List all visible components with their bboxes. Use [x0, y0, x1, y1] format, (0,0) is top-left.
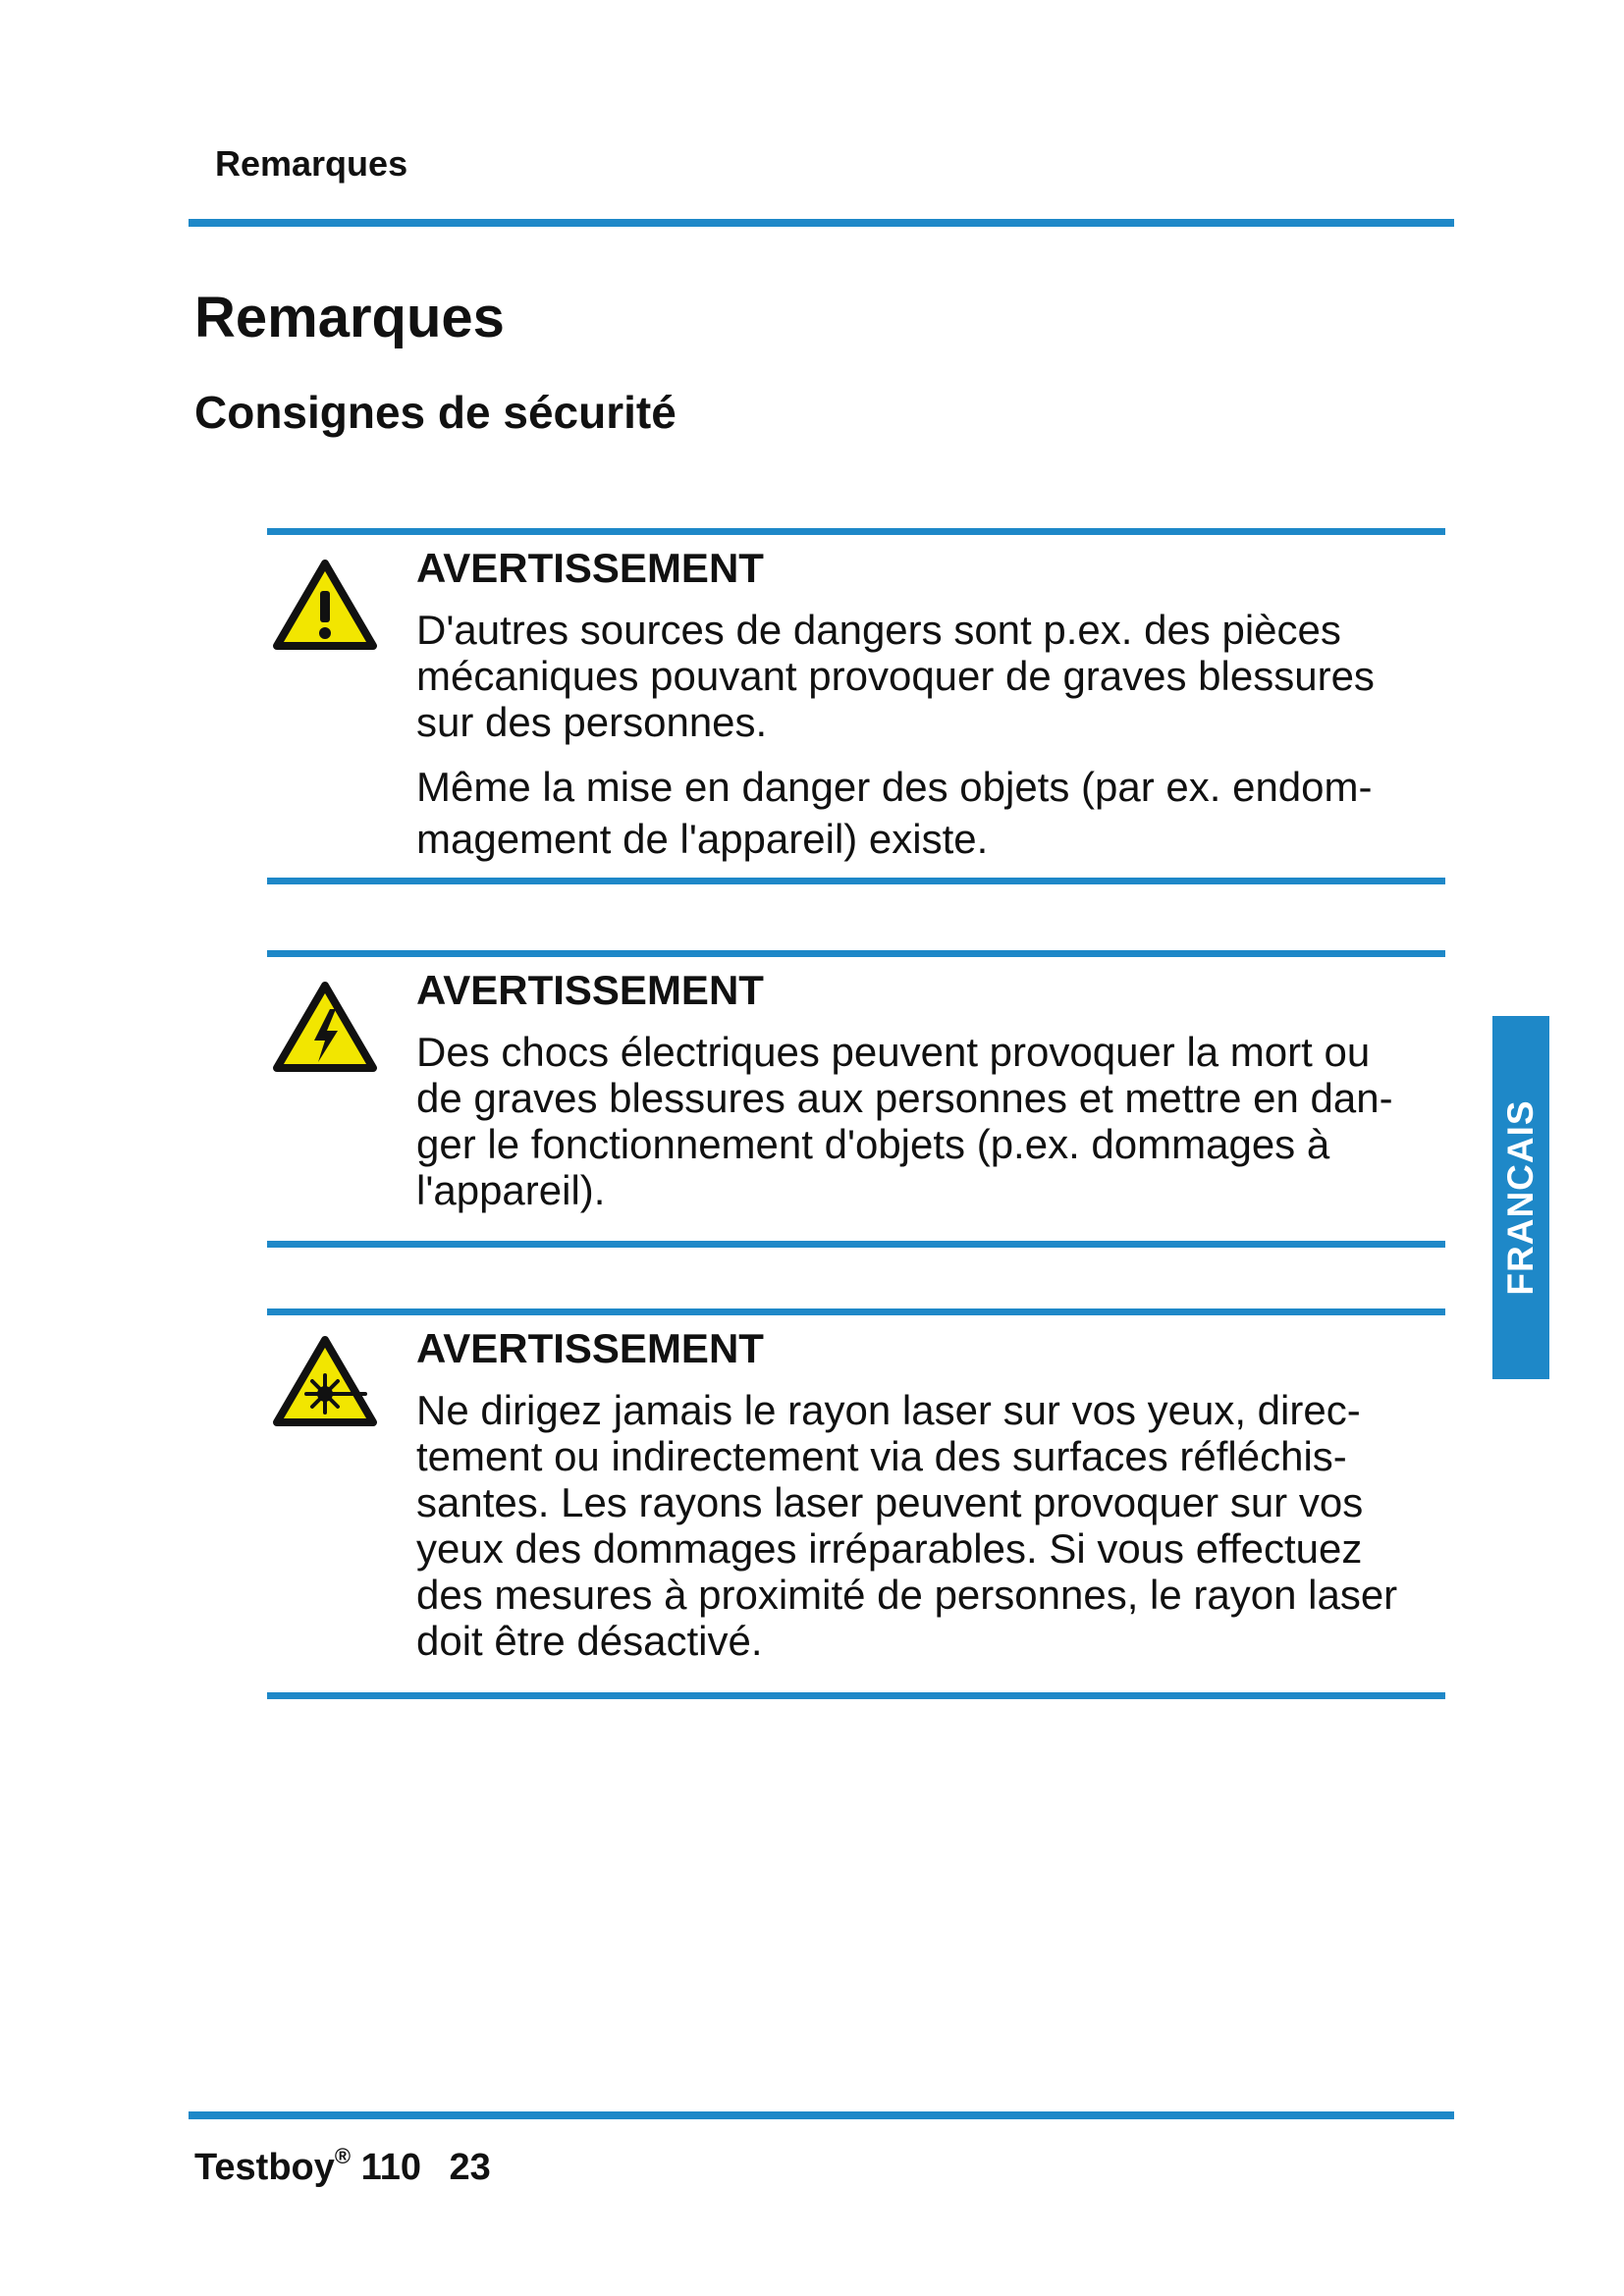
registered-mark: ®: [334, 2144, 352, 2168]
electric-shock-warning-icon: [271, 980, 379, 1074]
general-warning-icon: [271, 558, 379, 652]
warning-heading: AVERTISSEMENT: [416, 967, 764, 1013]
language-tab: [1492, 1016, 1549, 1379]
footer-model: 110: [360, 2147, 421, 2188]
warning-heading: AVERTISSEMENT: [416, 1325, 764, 1371]
page-number: 23: [449, 2147, 491, 2188]
warning-block-laser: [267, 1308, 1445, 1706]
warning-rule-bottom: [267, 878, 1445, 884]
section-title: Consignes de sécurité: [194, 387, 677, 438]
warning-block-mechanical: [267, 528, 1445, 893]
warning-block-electric: [267, 950, 1445, 1255]
language-tab-label: FRANCAIS: [1500, 1099, 1541, 1296]
header-rule: [189, 219, 1454, 227]
warning-rule-top: [267, 1308, 1445, 1315]
warning-rule-top: [267, 950, 1445, 957]
running-header: Remarques: [215, 143, 408, 184]
footer-product: Testboy: [194, 2147, 335, 2188]
footer: [194, 2144, 491, 2189]
page-title: Remarques: [194, 286, 505, 349]
warning-rule-bottom: [267, 1692, 1445, 1699]
footer-rule: [189, 2111, 1454, 2119]
warning-paragraph: D'autres sources de dangers sont p.ex. des pièces mécaniques pouvant provoquer de graves blessures sur des personnes.: [416, 607, 1375, 745]
warning-paragraph: Des chocs électriques peuvent provoquer la mort ou de graves blessures aux personnes et mettre en dan-ger le fonctionnement d'objets (p.ex. dommages à l'appareil).: [416, 1029, 1393, 1213]
warning-paragraph: Même la mise en danger des objets (par ex. endom-magement de l'appareil) existe.: [416, 764, 1373, 862]
warning-heading: AVERTISSEMENT: [416, 545, 764, 591]
warning-rule-bottom: [267, 1241, 1445, 1248]
laser-warning-icon: [271, 1334, 379, 1428]
warning-rule-top: [267, 528, 1445, 535]
warning-paragraph: Ne dirigez jamais le rayon laser sur vos yeux, direc-tement ou indirectement via des surfaces réfléchis-santes. Les rayons laser peuvent provoquer sur vos yeux des dommages irréparables. Si vous effectuez des mesures à proximité de personnes, le rayon laser doit être désactivé.: [416, 1387, 1398, 1664]
